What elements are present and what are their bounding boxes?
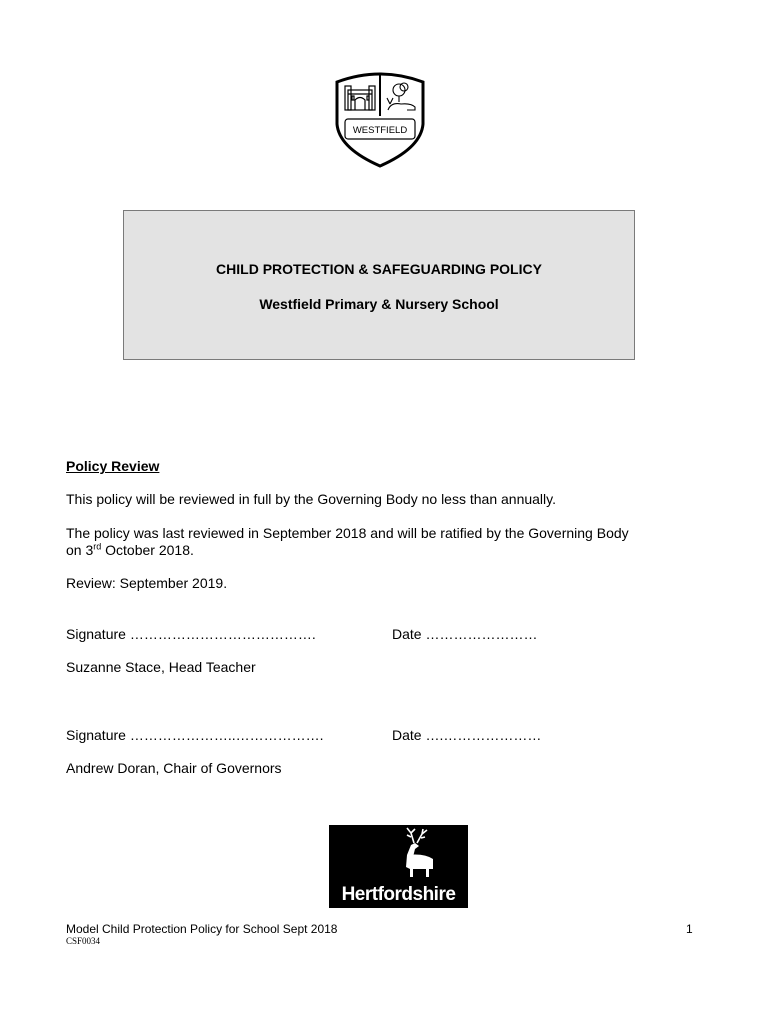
ratification-line-1: The policy was last reviewed in September 2018 and will be ratified by the Governing Body	[66, 525, 629, 541]
footer-title: Model Child Protection Policy for School Sept 2018	[66, 922, 338, 936]
school-name: Westfield Primary & Nursery School	[259, 296, 499, 312]
page-number: 1	[686, 922, 693, 936]
signatory-name-chair: Andrew Doran, Chair of Governors	[66, 760, 282, 776]
signatory-name-head-teacher: Suzanne Stace, Head Teacher	[66, 659, 256, 675]
footer-document-code: CSF0034	[66, 936, 101, 946]
title-box	[123, 210, 635, 360]
policy-review-heading: Policy Review	[66, 458, 160, 474]
date-line-chair: Date ….…………………	[392, 727, 542, 743]
date-line-head-teacher: Date ……………………	[392, 626, 538, 642]
signature-line-chair: Signature …………………..……………….	[66, 727, 324, 743]
ratification-line-2-suffix: October 2018.	[101, 542, 194, 558]
crest-label: WESTFIELD	[352, 125, 408, 136]
document-title: CHILD PROTECTION & SAFEGUARDING POLICY	[216, 261, 542, 277]
ratification-paragraph	[66, 525, 706, 559]
stag-icon	[329, 825, 468, 885]
hertfordshire-logo	[329, 825, 468, 908]
signature-line-head-teacher: Signature ………………………………….	[66, 626, 316, 642]
review-paragraph: This policy will be reviewed in full by the Governing Body no less than annually.	[66, 491, 556, 507]
ordinal-suffix: rd	[93, 541, 102, 552]
ratification-line-2-prefix: on 3	[66, 542, 94, 558]
westfield-crest-logo	[331, 68, 429, 168]
next-review-date: Review: September 2019.	[66, 575, 228, 591]
hertfordshire-wordmark: Hertfordshire	[341, 884, 456, 905]
